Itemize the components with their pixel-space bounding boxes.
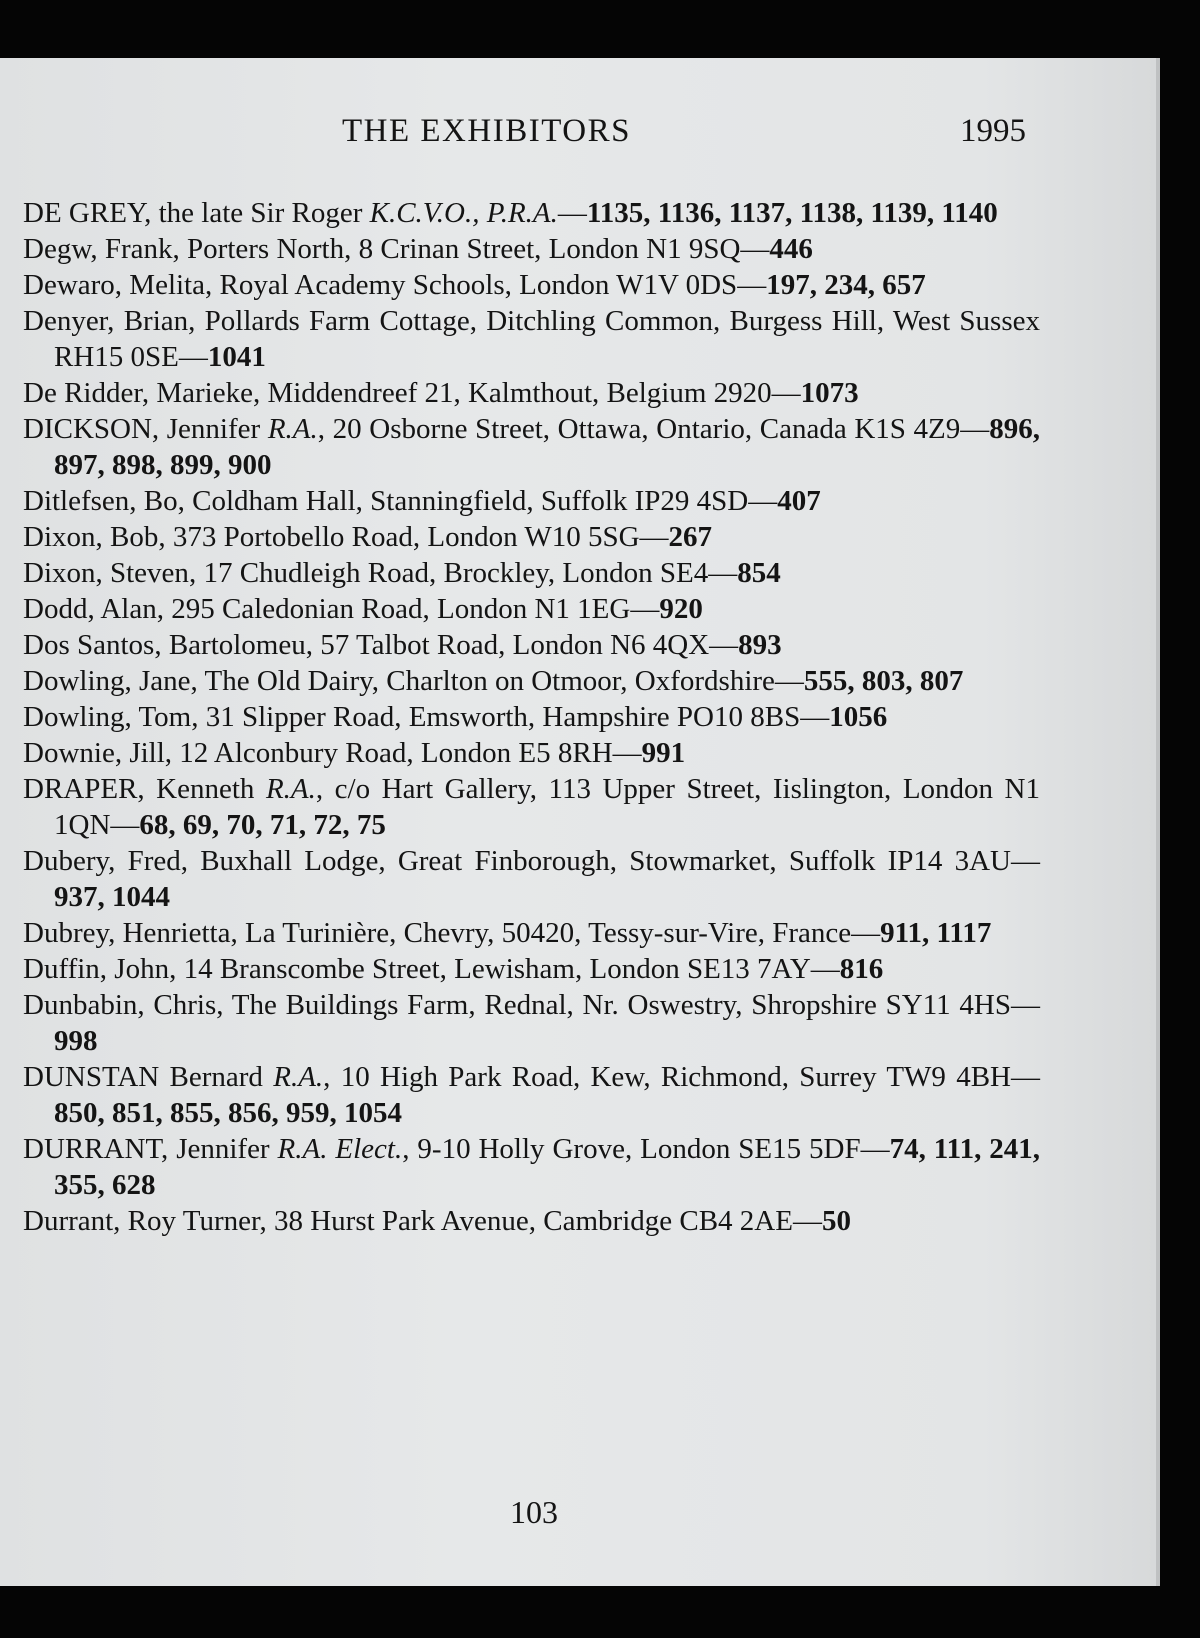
- entry-separator: —: [639, 521, 669, 553]
- exhibitor-honours: R.A. Elect.: [277, 1133, 403, 1165]
- entry-separator: —: [810, 953, 840, 985]
- exhibitor-name: DUNSTAN Bernard: [23, 1061, 263, 1093]
- exhibitor-entry: [0, 1203, 1040, 1239]
- entry-separator: —: [1011, 845, 1041, 877]
- exhibitor-name: Durrant, Roy Turner: [23, 1205, 260, 1237]
- catalogue-numbers: 896, 897, 898, 899, 900: [54, 413, 1041, 481]
- exhibitor-name: DURRANT, Jennifer: [23, 1133, 270, 1165]
- exhibitor-address: , 373 Portobello Road, London W10 5SG: [158, 521, 640, 553]
- entry-separator: —: [771, 377, 801, 409]
- catalogue-numbers: 998: [54, 1025, 98, 1057]
- exhibitor-address: , 31 Slipper Road, Emsworth, Hampshire PO10 8BS: [191, 701, 801, 733]
- catalogue-numbers: 407: [777, 485, 821, 517]
- exhibitor-entry: [0, 699, 1040, 735]
- exhibitor-list: [0, 195, 1040, 1239]
- exhibitor-name: Ditlefsen, Bo: [23, 485, 178, 517]
- exhibitor-name: Dixon, Steven: [23, 557, 189, 589]
- exhibitor-address: , The Buildings Farm, Rednal, Nr. Oswestry, Shropshire SY11 4HS: [216, 989, 1011, 1021]
- catalogue-numbers: 555, 803, 807: [803, 665, 964, 697]
- catalogue-numbers: 937, 1044: [54, 881, 170, 913]
- entry-separator: —: [1011, 989, 1040, 1021]
- catalogue-numbers: 911, 1117: [880, 917, 992, 949]
- exhibitor-entry: [0, 951, 1040, 987]
- exhibitor-name: Dewaro, Melita: [23, 269, 205, 301]
- entry-separator: —: [851, 917, 881, 949]
- exhibitor-address: , 38 Hurst Park Avenue, Cambridge CB4 2AE: [259, 1205, 793, 1237]
- catalogue-numbers: 850, 851, 855, 856, 959, 1054: [54, 1097, 402, 1129]
- entry-separator: —: [860, 1133, 890, 1165]
- exhibitor-name: Dubery, Fred: [23, 845, 181, 877]
- exhibitor-entry: [0, 771, 1040, 843]
- catalogue-numbers: 816: [839, 953, 884, 985]
- entry-separator: —: [708, 557, 738, 589]
- exhibitor-address: , Porters North, 8 Crinan Street, London N1 9SQ: [172, 233, 741, 265]
- exhibitor-honours: R.A.: [273, 1061, 324, 1093]
- entry-separator: —: [1011, 1061, 1041, 1093]
- header-year: 1995: [960, 113, 1026, 149]
- exhibitor-address: , Coldham Hall, Stanningfield, Suffolk IP29 4SD: [177, 485, 749, 517]
- exhibitor-entry: [0, 555, 1040, 591]
- catalogue-numbers: 267: [668, 521, 713, 553]
- exhibitor-name: Dowling, Jane: [23, 665, 191, 697]
- exhibitor-entry: [0, 411, 1040, 483]
- exhibitor-address: , La Turinière, Chevry, 50420, Tessy-sur-Vire, France: [230, 917, 852, 949]
- exhibitor-name: DRAPER, Kenneth: [23, 773, 255, 805]
- book-page: [0, 58, 1160, 1586]
- entry-separator: —: [110, 809, 140, 841]
- catalogue-numbers: 1056: [829, 701, 888, 733]
- exhibitor-entry: [0, 231, 1040, 267]
- entry-separator: —: [737, 269, 767, 301]
- exhibitor-name: Degw, Frank: [23, 233, 173, 265]
- exhibitor-name: De Ridder, Marieke: [23, 377, 253, 409]
- exhibitor-address: , Pollards Farm Cottage, Ditchling Common, Burgess Hill, West Sussex RH15 0SE: [54, 305, 1040, 373]
- exhibitor-entry: [0, 915, 1040, 951]
- entry-separator: —: [178, 341, 208, 373]
- entry-separator: —: [612, 737, 642, 769]
- catalogue-numbers: 50: [821, 1205, 851, 1237]
- exhibitor-address: , c/o Hart Gallery, 113 Upper Street, Iislington, London N1 1QN: [54, 773, 1040, 841]
- header-title: THE EXHIBITORS: [342, 113, 631, 149]
- exhibitor-entry: [0, 591, 1040, 627]
- exhibitor-name: DE GREY, the late Sir Roger: [23, 197, 363, 229]
- entry-separator: —: [792, 1205, 822, 1237]
- exhibitor-entry: [0, 627, 1040, 663]
- exhibitor-name: DICKSON, Jennifer: [23, 413, 261, 445]
- exhibitor-entry: [0, 987, 1040, 1059]
- exhibitor-honours: R.A.: [267, 413, 318, 445]
- catalogue-numbers: 1135, 1136, 1137, 1138, 1139, 1140: [586, 197, 998, 229]
- entry-separator: —: [557, 197, 587, 229]
- exhibitor-entry: [0, 663, 1040, 699]
- exhibitor-address: , Middendreef 21, Kalmthout, Belgium 2920: [252, 377, 772, 409]
- exhibitor-address: , 17 Chudleigh Road, Brockley, London SE4: [188, 557, 709, 589]
- entry-separator: —: [740, 233, 770, 265]
- exhibitor-address: , 9-10 Holly Grove, London SE15 5DF: [402, 1133, 861, 1165]
- exhibitor-name: Duffin, John: [23, 953, 170, 985]
- exhibitor-address: , 10 High Park Road, Kew, Richmond, Surrey TW9 4BH: [323, 1061, 1012, 1093]
- entry-separator: —: [748, 485, 778, 517]
- catalogue-numbers: 197, 234, 657: [766, 269, 926, 301]
- exhibitor-name: Dubrey, Henrietta: [23, 917, 231, 949]
- exhibitor-name: Downie, Jill: [23, 737, 165, 769]
- catalogue-numbers: 991: [641, 737, 686, 769]
- exhibitor-entry: [0, 375, 1040, 411]
- exhibitor-address: , Royal Academy Schools, London W1V 0DS: [205, 269, 738, 301]
- exhibitor-name: Dodd, Alan: [23, 593, 157, 625]
- catalogue-numbers: 893: [738, 629, 782, 661]
- catalogue-numbers: 74, 111, 241, 355, 628: [54, 1133, 1041, 1201]
- exhibitor-honours: K.C.V.O., P.R.A.: [369, 197, 558, 229]
- exhibitor-name: Dos Santos, Bartolomeu: [23, 629, 306, 661]
- exhibitor-address: , 57 Talbot Road, London N6 4QX: [305, 629, 710, 661]
- exhibitor-entry: [0, 483, 1040, 519]
- entry-separator: —: [960, 413, 990, 445]
- entry-separator: —: [709, 629, 739, 661]
- catalogue-numbers: 1073: [800, 377, 859, 409]
- catalogue-numbers: 854: [737, 557, 781, 589]
- exhibitor-name: Dixon, Bob: [23, 521, 159, 553]
- exhibitor-name: Denyer, Brian: [23, 305, 189, 337]
- exhibitor-honours: R.A.: [265, 773, 316, 805]
- exhibitor-entry: [0, 195, 1040, 231]
- running-header: [0, 113, 1030, 153]
- exhibitor-address: , 14 Branscombe Street, Lewisham, London SE13 7AY: [169, 953, 811, 985]
- exhibitor-entry: [0, 1131, 1040, 1203]
- exhibitor-entry: [0, 1059, 1040, 1131]
- exhibitor-entry: [0, 267, 1040, 303]
- entry-separator: —: [630, 593, 660, 625]
- catalogue-numbers: 68, 69, 70, 71, 72, 75: [139, 809, 386, 841]
- exhibitor-entry: [0, 735, 1040, 771]
- exhibitor-address: , The Old Dairy, Charlton on Otmoor, Oxfordshire: [190, 665, 775, 697]
- exhibitor-address: , 295 Caledonian Road, London N1 1EG: [156, 593, 631, 625]
- catalogue-numbers: 920: [659, 593, 703, 625]
- exhibitor-entry: [0, 843, 1040, 915]
- exhibitor-address: , 20 Osborne Street, Ottawa, Ontario, Canada K1S 4Z9: [317, 413, 961, 445]
- entry-separator: —: [800, 701, 830, 733]
- exhibitor-address: , 12 Alconbury Road, London E5 8RH: [164, 737, 613, 769]
- entry-separator: —: [774, 665, 804, 697]
- exhibitor-name: Dunbabin, Chris: [23, 989, 217, 1021]
- exhibitor-entry: [0, 519, 1040, 555]
- catalogue-numbers: 1041: [207, 341, 266, 373]
- exhibitor-entry: [0, 303, 1040, 375]
- page-number: 103: [510, 1494, 558, 1530]
- exhibitor-name: Dowling, Tom: [23, 701, 192, 733]
- catalogue-numbers: 446: [769, 233, 813, 265]
- exhibitor-address: , Buxhall Lodge, Great Finborough, Stowmarket, Suffolk IP14 3AU: [180, 845, 1012, 877]
